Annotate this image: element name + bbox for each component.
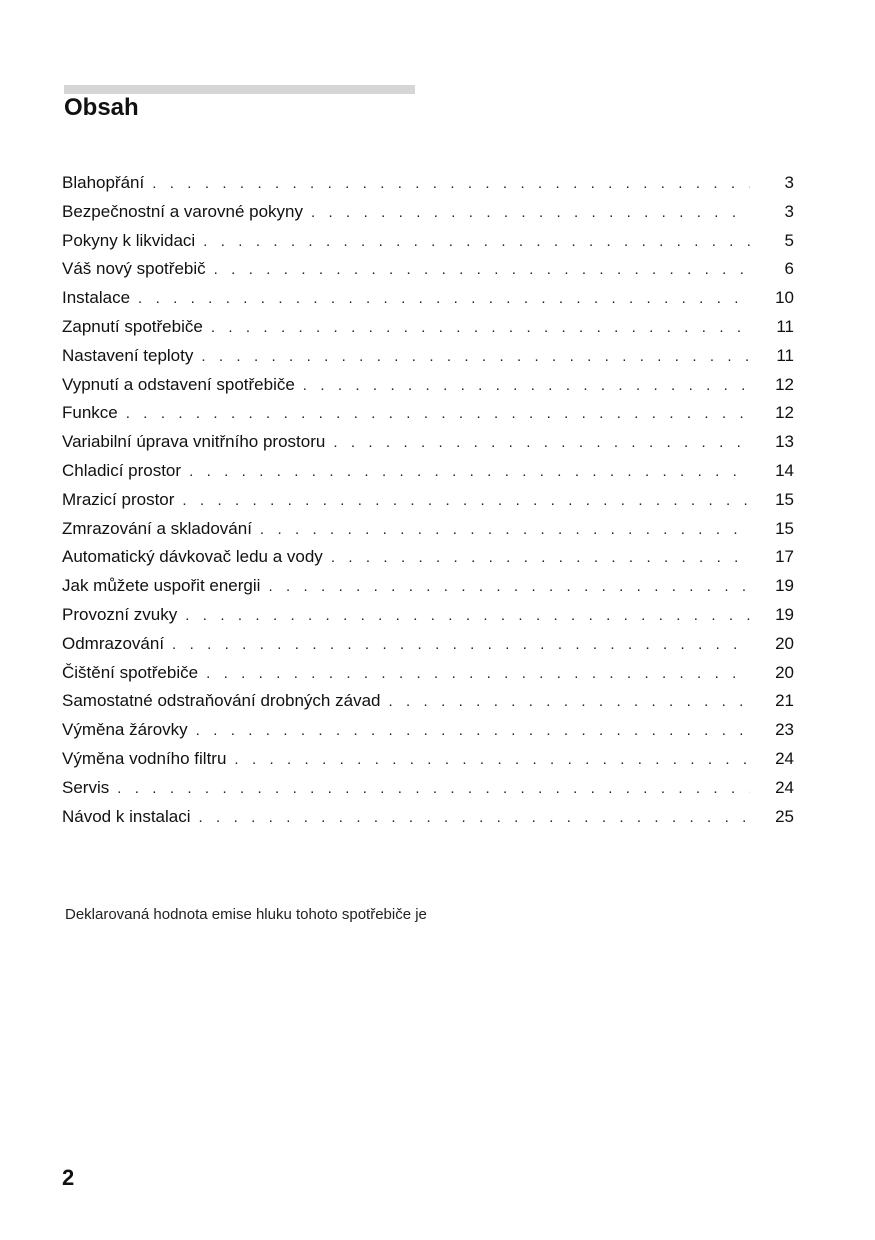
toc-entry[interactable] [62,659,794,688]
toc-entry-title: Blahopřání [62,173,145,192]
toc-entry-page: 14 [775,460,794,480]
toc-entry-title: Odmrazování [62,633,165,653]
toc-entry-page: 19 [775,576,794,596]
toc-entry-page: 20 [775,662,794,682]
toc-entry-page: 12 [775,374,794,394]
toc-dot-leader [331,544,750,573]
toc-entry-page: 10 [775,288,794,308]
toc-dot-leader [117,775,750,804]
toc-dot-leader [172,631,750,660]
toc-entry-title: Bezpečnostní a varovné pokyny [62,201,303,221]
toc-entry-title: Výměna žárovky [62,720,188,740]
toc-entry[interactable] [62,284,794,313]
toc-dot-leader [260,516,750,545]
toc-dot-leader [199,804,750,833]
toc-entry-title: Nastavení teploty [62,345,194,365]
toc-entry-title: Chladicí prostor [62,460,182,480]
toc-dot-leader [333,429,750,458]
page-title: Obsah [64,94,139,121]
toc-entry-title: Servis [62,777,110,797]
toc-dot-leader [152,170,750,199]
toc-dot-leader [189,458,750,487]
toc-entry-page: 21 [775,691,794,711]
toc-entry-title: Vypnutí a odstavení spotřebiče [62,374,295,394]
toc-entry[interactable] [62,457,794,486]
toc-entry-page: 3 [784,201,794,221]
toc-entry[interactable] [62,745,794,774]
toc-entry[interactable] [62,515,794,544]
toc-entry[interactable] [62,342,794,371]
toc-entry-page: 24 [775,777,794,797]
toc-entry[interactable] [62,716,794,745]
toc-entry-page: 24 [775,748,794,768]
toc-entry[interactable] [62,428,794,457]
toc-entry[interactable] [62,486,794,515]
toc-entry-page: 5 [784,230,794,250]
toc-dot-leader [185,602,750,631]
toc-entry-page: 3 [784,173,794,192]
toc-entry-title: Návod k instalaci [62,806,191,826]
toc-entry-title: Čištění spotřebiče [62,662,199,682]
toc-entry-page: 15 [775,518,794,538]
toc-dot-leader [203,228,750,257]
toc-entry-title: Váš nový spotřebič [62,259,206,279]
toc-entry[interactable] [62,687,794,716]
toc-entry[interactable] [62,774,794,803]
toc-dot-leader [206,660,750,689]
toc-entry-page: 17 [775,547,794,567]
toc-entry-title: Funkce [62,403,118,423]
toc-entry[interactable] [62,227,794,256]
toc-entry-title: Jak můžete uspořit energii [62,576,261,596]
toc-entry-title: Zapnutí spotřebiče [62,316,203,336]
toc-entry[interactable] [62,313,794,342]
toc-dot-leader [138,285,750,314]
toc-entry-page: 15 [775,489,794,509]
toc-dot-leader [388,688,750,717]
toc-entry-title: Zmrazování a skladování [62,518,252,538]
toc-dot-leader [303,372,750,401]
toc-entry-title: Samostatné odstraňování drobných závad [62,691,381,711]
table-of-contents [62,169,794,831]
toc-entry[interactable] [62,169,794,198]
toc-entry-title: Provozní zvuky [62,604,178,624]
toc-entry-page: 11 [776,345,794,365]
toc-entry[interactable] [62,601,794,630]
toc-entry-title: Pokyny k likvidaci [62,230,196,250]
toc-entry[interactable] [62,630,794,659]
toc-entry[interactable] [62,255,794,284]
page-number: 2 [62,1165,75,1190]
toc-entry-title: Instalace [62,288,131,308]
toc-entry-page: 19 [775,604,794,624]
toc-dot-leader [126,400,750,429]
toc-dot-leader [214,256,750,285]
toc-dot-leader [268,573,750,602]
toc-dot-leader [234,746,750,775]
toc-entry-page: 25 [775,806,794,826]
toc-entry-title: Variabilní úprava vnitřního prostoru [62,432,326,452]
toc-entry-page: 20 [775,633,794,653]
toc-dot-leader [311,199,750,228]
toc-dot-leader [182,487,750,516]
toc-entry[interactable] [62,803,794,832]
toc-dot-leader [211,314,750,343]
toc-entry[interactable] [62,572,794,601]
toc-entry-page: 12 [775,403,794,423]
toc-entry-title: Automatický dávkovač ledu a vody [62,547,323,567]
toc-entry-page: 11 [776,316,794,336]
toc-entry-title: Mrazicí prostor [62,489,175,509]
toc-dot-leader [196,717,750,746]
toc-entry[interactable] [62,543,794,572]
toc-entry[interactable] [62,371,794,400]
noise-emission-note: Deklarovaná hodnota emise hluku tohoto spotřebiče je [65,906,427,923]
toc-entry[interactable] [62,198,794,227]
toc-entry-page: 13 [775,432,794,452]
toc-dot-leader [201,343,750,372]
toc-entry[interactable] [62,399,794,428]
toc-entry-title: Výměna vodního filtru [62,748,227,768]
toc-entry-page: 6 [784,259,794,279]
toc-entry-page: 23 [775,720,794,740]
